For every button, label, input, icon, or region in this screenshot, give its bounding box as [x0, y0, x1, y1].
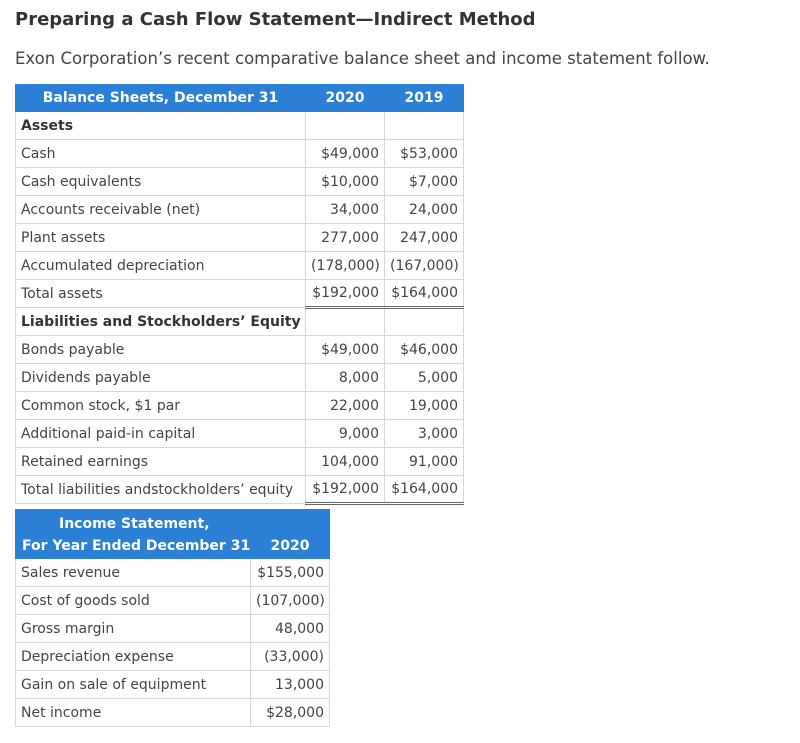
assets-heading: Assets — [16, 112, 306, 140]
page-subtitle: Exon Corporation’s recent comparative balance sheet and income statement follow. — [15, 49, 710, 68]
row-label: Gross margin — [16, 615, 251, 643]
row-label: Cost of goods sold — [16, 587, 251, 615]
value-2020: 9,000 — [306, 420, 385, 448]
row-label: Accumulated depreciation — [16, 252, 306, 280]
value-2019: 19,000 — [385, 392, 464, 420]
value-2020: 13,000 — [251, 671, 330, 699]
value-2020: 104,000 — [306, 448, 385, 476]
total-liabilities-label: Total liabilities andstockholders’ equity — [16, 476, 306, 504]
row-label: Gain on sale of equipment — [16, 671, 251, 699]
table-row — [16, 643, 330, 671]
income-statement-header-2020: 2020 — [251, 533, 330, 559]
value-2020: 8,000 — [306, 364, 385, 392]
value-2019: 24,000 — [385, 196, 464, 224]
empty-cell — [306, 112, 385, 140]
total-liabilities-2020: $192,000 — [306, 476, 385, 504]
value-2019: $53,000 — [385, 140, 464, 168]
row-label: Net income — [16, 699, 251, 727]
table-row — [16, 168, 464, 196]
value-2020: $28,000 — [251, 699, 330, 727]
row-label: Sales revenue — [16, 559, 251, 587]
total-assets-row — [16, 280, 464, 308]
value-2020: $10,000 — [306, 168, 385, 196]
value-2020: 22,000 — [306, 392, 385, 420]
table-row — [16, 587, 330, 615]
table-row — [16, 364, 464, 392]
empty-header-cell — [251, 510, 330, 533]
total-assets-label: Total assets — [16, 280, 306, 308]
value-2019: $46,000 — [385, 336, 464, 364]
row-label: Accounts receivable (net) — [16, 196, 306, 224]
value-2020: $49,000 — [306, 336, 385, 364]
value-2020: 48,000 — [251, 615, 330, 643]
row-label: Dividends payable — [16, 364, 306, 392]
value-2020: 277,000 — [306, 224, 385, 252]
table-row — [16, 224, 464, 252]
value-2019: $7,000 — [385, 168, 464, 196]
value-2019: 5,000 — [385, 364, 464, 392]
total-liabilities-row — [16, 476, 464, 504]
balance-sheet-header-label: Balance Sheets, December 31 — [16, 85, 306, 112]
table-row — [16, 559, 330, 587]
table-row — [16, 336, 464, 364]
row-label: Depreciation expense — [16, 643, 251, 671]
table-row — [16, 615, 330, 643]
empty-cell — [385, 308, 464, 336]
income-statement-header-period: For Year Ended December 31 — [16, 533, 251, 559]
liabilities-heading-row — [16, 308, 464, 336]
value-2020: (178,000) — [306, 252, 385, 280]
table-row — [16, 196, 464, 224]
income-statement-header-row — [16, 510, 330, 533]
table-row — [16, 671, 330, 699]
table-row — [16, 140, 464, 168]
table-row — [16, 448, 464, 476]
empty-cell — [306, 308, 385, 336]
value-2020: $49,000 — [306, 140, 385, 168]
row-label: Bonds payable — [16, 336, 306, 364]
balance-sheet-table — [15, 84, 464, 505]
value-2020: (107,000) — [251, 587, 330, 615]
row-label: Cash — [16, 140, 306, 168]
row-label: Retained earnings — [16, 448, 306, 476]
row-label: Common stock, $1 par — [16, 392, 306, 420]
balance-sheet-header-2019: 2019 — [385, 85, 464, 112]
row-label: Additional paid-in capital — [16, 420, 306, 448]
value-2020: $155,000 — [251, 559, 330, 587]
table-row — [16, 392, 464, 420]
row-label: Plant assets — [16, 224, 306, 252]
empty-cell — [385, 112, 464, 140]
assets-heading-row — [16, 112, 464, 140]
value-2020: 34,000 — [306, 196, 385, 224]
income-statement-table — [15, 509, 330, 727]
income-statement-header-title: Income Statement, — [16, 510, 251, 533]
row-label: Cash equivalents — [16, 168, 306, 196]
total-assets-2019: $164,000 — [385, 280, 464, 308]
value-2019: 3,000 — [385, 420, 464, 448]
income-statement-header-row — [16, 533, 330, 559]
total-liabilities-2019: $164,000 — [385, 476, 464, 504]
balance-sheet-header-row — [16, 85, 464, 112]
balance-sheet-header-2020: 2020 — [306, 85, 385, 112]
total-assets-2020: $192,000 — [306, 280, 385, 308]
liabilities-heading: Liabilities and Stockholders’ Equity — [16, 308, 306, 336]
table-row — [16, 699, 330, 727]
table-row — [16, 420, 464, 448]
value-2020: (33,000) — [251, 643, 330, 671]
table-row — [16, 252, 464, 280]
value-2019: (167,000) — [385, 252, 464, 280]
page-title: Preparing a Cash Flow Statement—Indirect Method — [15, 9, 536, 30]
value-2019: 91,000 — [385, 448, 464, 476]
value-2019: 247,000 — [385, 224, 464, 252]
